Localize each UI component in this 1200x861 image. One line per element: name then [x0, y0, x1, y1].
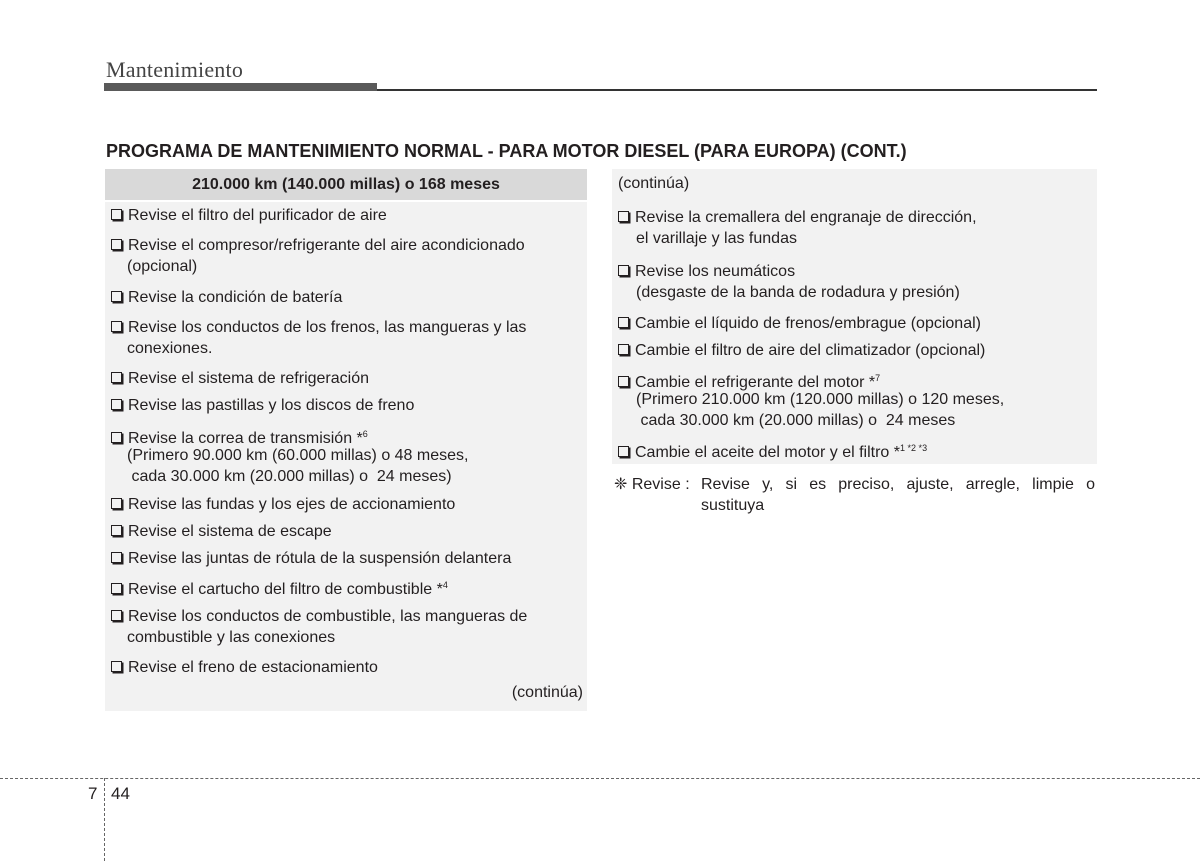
checkbox-icon	[111, 209, 122, 220]
footer-divider	[0, 778, 1200, 779]
section-title: PROGRAMA DE MANTENIMIENTO NORMAL - PARA MOTOR DIESEL (PARA EUROPA) (CONT.)	[106, 141, 907, 161]
page-header-title: Mantenimiento	[106, 57, 244, 82]
footnote-ref: 7	[875, 373, 881, 383]
checkbox-icon	[618, 211, 629, 222]
footnote-ref: 1	[900, 443, 906, 453]
checkbox-icon	[111, 372, 122, 383]
list-item: Revise el freno de estacionamiento	[111, 657, 378, 678]
checkbox-icon	[111, 583, 122, 594]
checkbox-icon	[618, 376, 629, 387]
checkbox-icon	[111, 661, 122, 672]
note-label: ❈ Revise :	[614, 476, 690, 493]
checkbox-icon	[618, 265, 629, 276]
list-item: Revise los neumáticos	[618, 261, 795, 282]
list-item: Revise las pastillas y los discos de freno	[111, 395, 414, 416]
checkbox-icon	[111, 525, 122, 536]
checkbox-icon	[111, 321, 122, 332]
list-item: Revise la correa de transmisión *$^6$	[111, 424, 368, 449]
list-item-continuation: conexiones.	[127, 340, 213, 357]
footnote-ref: 6	[362, 429, 368, 439]
list-item: Revise las fundas y los ejes de accionamiento	[111, 494, 455, 515]
footnote-ref: 2	[911, 443, 917, 453]
list-item-continuation: cada 30.000 km (20.000 millas) o 24 meses	[636, 412, 956, 429]
continued-label: (continúa)	[511, 684, 583, 701]
list-item-continuation: (desgaste de la banda de rodadura y presión)	[636, 284, 960, 301]
footer-page-divider	[104, 778, 105, 861]
list-item: Revise los conductos de combustible, las mangueras de	[111, 606, 527, 627]
list-item-continuation: combustible y las conexiones	[127, 629, 336, 646]
checkbox-icon	[111, 552, 122, 563]
continued-label: (continúa)	[618, 175, 690, 192]
page-number: 44	[111, 784, 130, 803]
list-item-continuation: el varillaje y las fundas	[636, 230, 797, 247]
chapter-number: 7	[88, 784, 98, 803]
right-maintenance-column	[612, 169, 1097, 464]
list-item: Revise el cartucho del filtro de combustible *$^4$	[111, 575, 448, 600]
list-item: Revise la condición de batería	[111, 287, 342, 308]
checkbox-icon	[111, 291, 122, 302]
header-rule-accent	[104, 83, 377, 91]
list-item: Cambie el líquido de frenos/embrague (opcional)	[618, 313, 981, 334]
checkbox-icon	[618, 446, 629, 457]
checkbox-icon	[111, 610, 122, 621]
left-maintenance-column	[105, 169, 587, 711]
list-item: Cambie el filtro de aire del climatizador (opcional)	[618, 340, 985, 361]
list-item: Revise las juntas de rótula de la suspensión delantera	[111, 548, 511, 569]
list-item: Revise el filtro del purificador de aire	[111, 205, 387, 226]
footnote-ref: 3	[922, 443, 928, 453]
list-item: Revise el sistema de escape	[111, 521, 332, 542]
list-item: Revise la cremallera del engranaje de dirección,	[618, 207, 977, 228]
list-item: Cambie el aceite del motor y el filtro *$^1$ $^{*2}$ $^{*3}$	[618, 438, 927, 463]
list-item-continuation: cada 30.000 km (20.000 millas) o 24 meses)	[127, 468, 452, 485]
interval-heading: 210.000 km (140.000 millas) o 168 meses	[105, 169, 587, 202]
list-item: Revise los conductos de los frenos, las mangueras y las	[111, 317, 526, 338]
note-text: Revise y, si es preciso, ajuste, arregle, limpie o sustituya	[701, 476, 1095, 514]
checkbox-icon	[111, 399, 122, 410]
checkbox-icon	[618, 317, 629, 328]
list-item-continuation: (Primero 210.000 km (120.000 millas) o 120 meses,	[636, 391, 1005, 408]
list-item: Revise el sistema de refrigeración	[111, 368, 369, 389]
checkbox-icon	[111, 432, 122, 443]
list-item: Revise el compresor/refrigerante del aire acondicionado	[111, 235, 525, 256]
checkbox-icon	[111, 239, 122, 250]
list-item: Cambie el refrigerante del motor *$^7$	[618, 368, 880, 393]
checkbox-icon	[618, 344, 629, 355]
checkbox-icon	[111, 498, 122, 509]
footnote-ref: 4	[442, 580, 448, 590]
list-item-continuation: (Primero 90.000 km (60.000 millas) o 48 meses,	[127, 447, 469, 464]
list-item-continuation: (opcional)	[127, 258, 198, 275]
